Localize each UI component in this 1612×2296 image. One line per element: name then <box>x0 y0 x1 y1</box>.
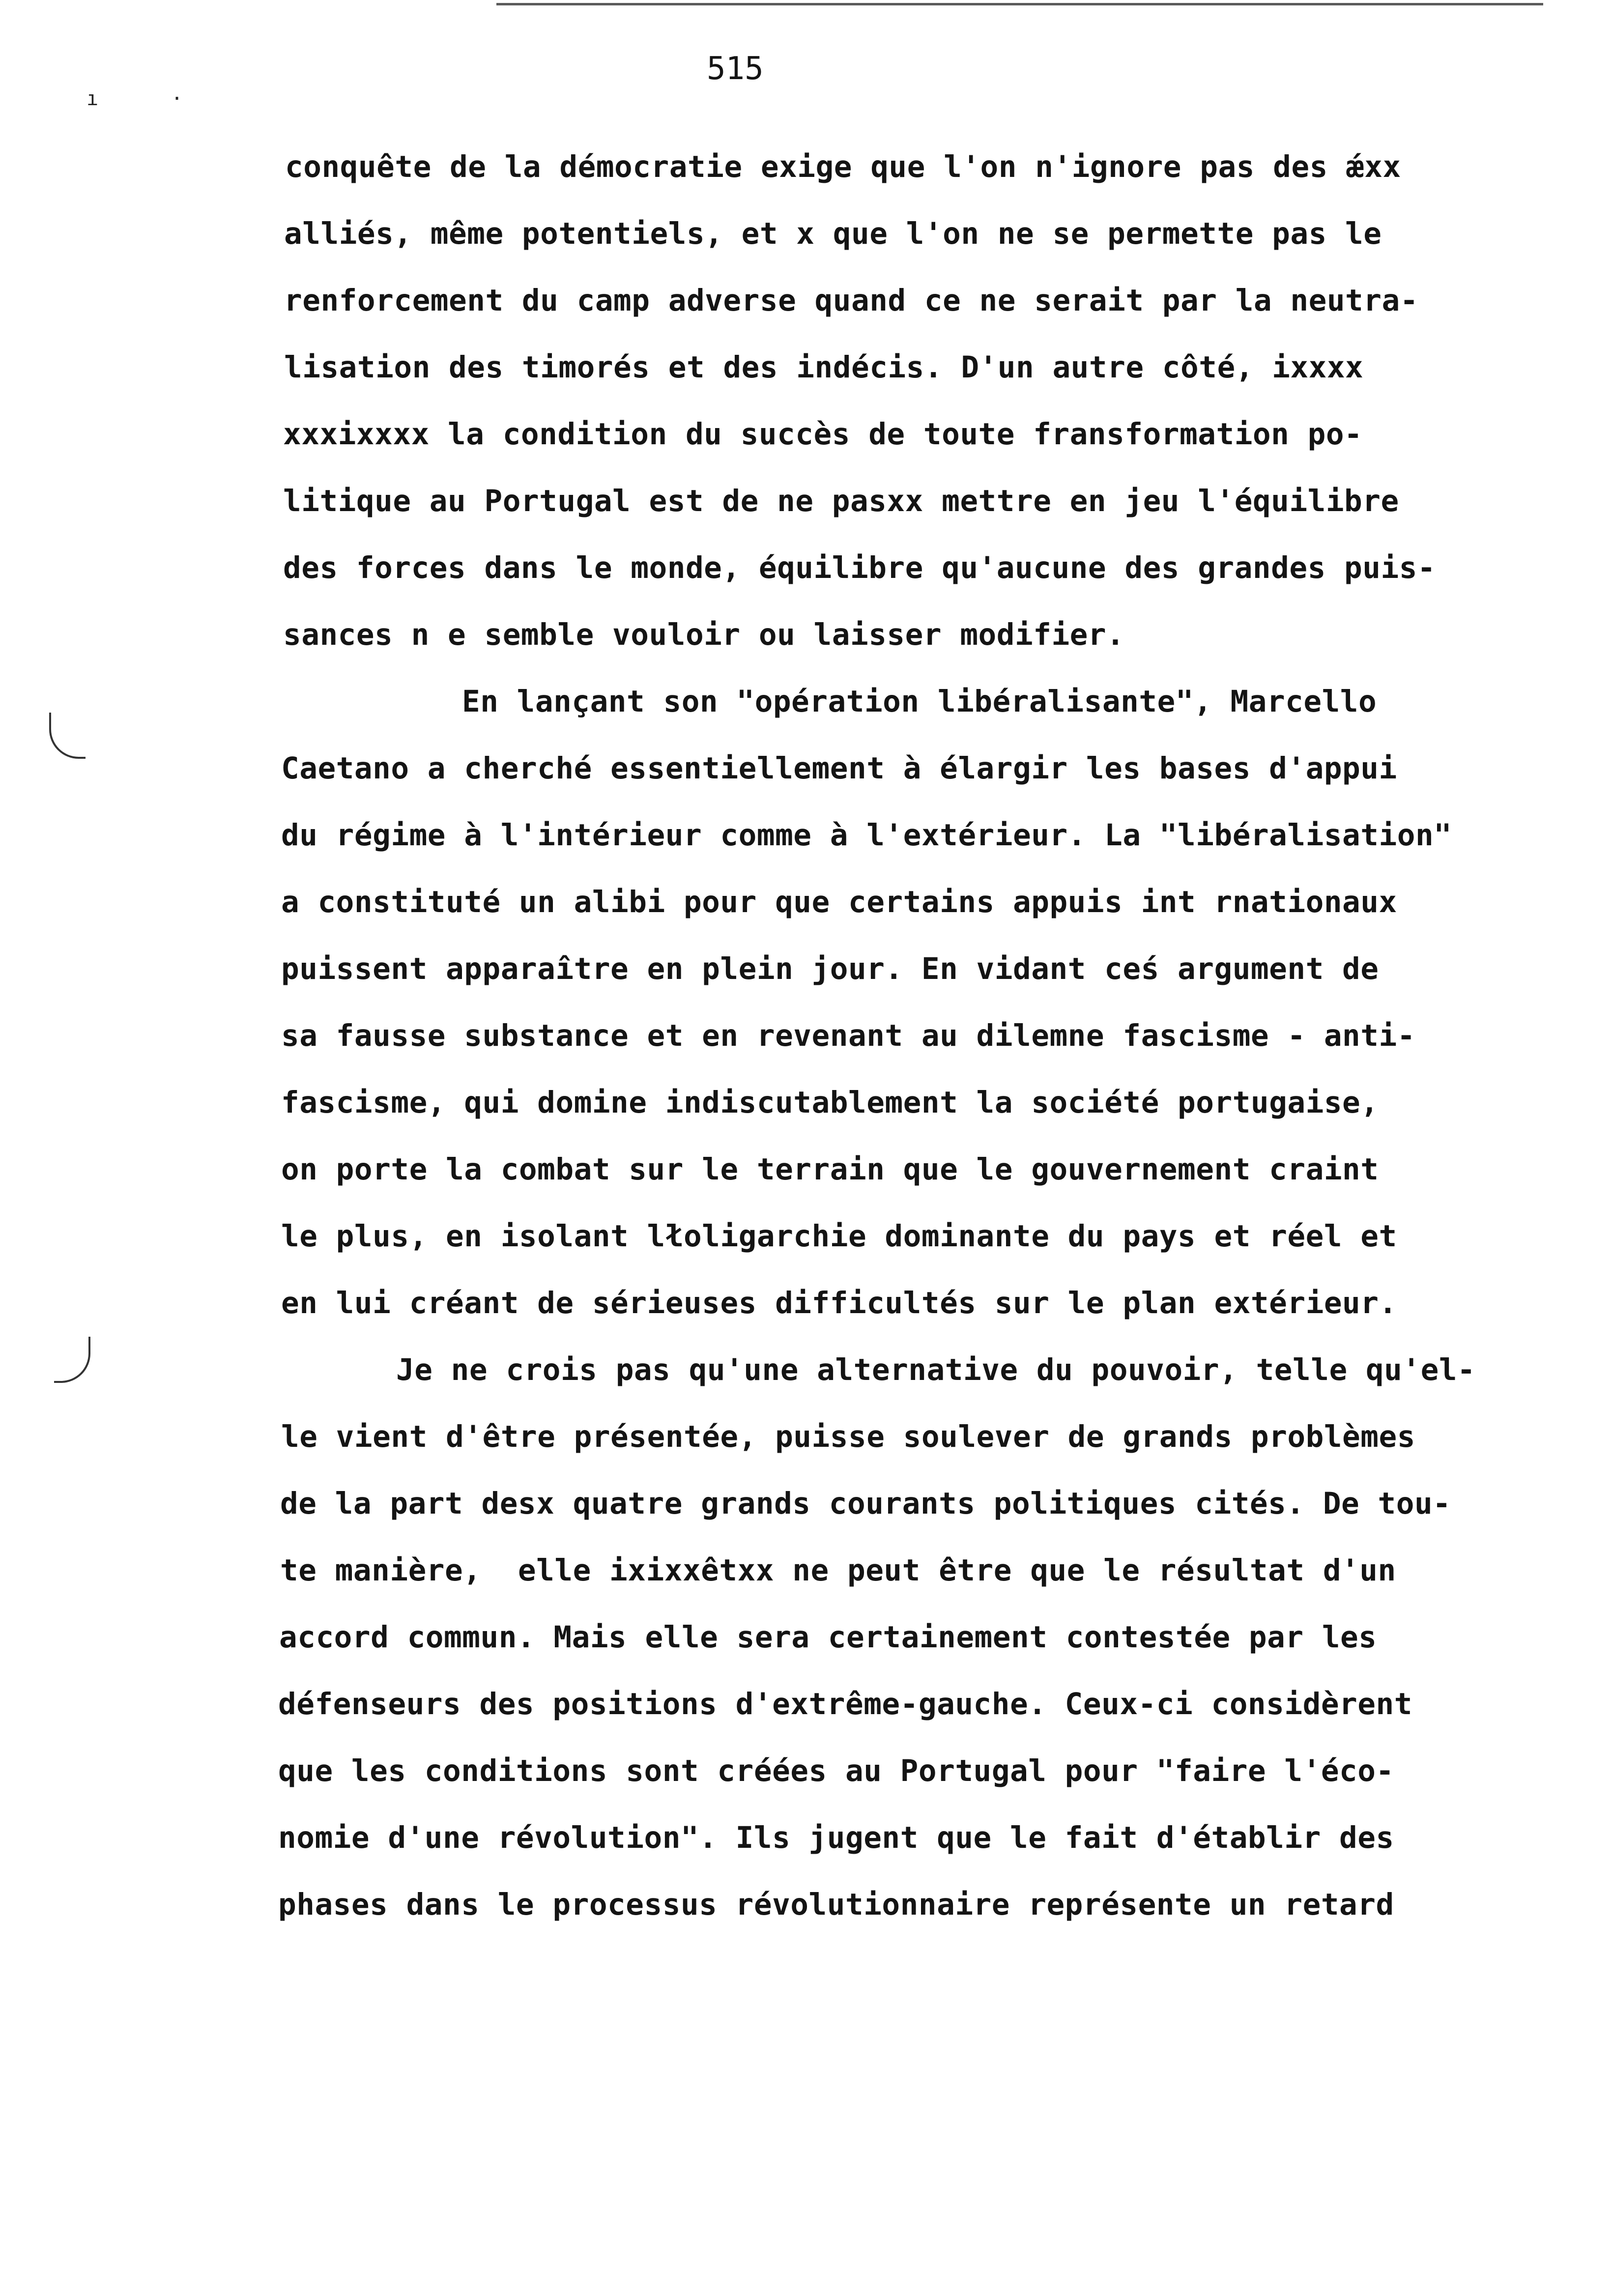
text-line: défenseurs des positions d'extrême-gauche. Ceux-ci considèrent <box>278 1687 1412 1722</box>
text-line: nomie d'une révolution". Ils jugent que le fait d'établir des <box>278 1820 1394 1855</box>
margin-bracket-mark <box>49 713 86 759</box>
margin-tick-mark: ı <box>86 87 99 110</box>
text-line: de la part desx quatre grands courants politiques cités. De tou- <box>280 1486 1451 1521</box>
text-line: En lançant son "opération libéralisante", Marcello <box>462 684 1377 719</box>
text-line: phases dans le processus révolutionnaire représente un retard <box>278 1887 1394 1922</box>
text-line: litique au Portugal est de ne pasxx mettre en jeu l'équilibre <box>283 484 1399 518</box>
text-line: le plus, en isolant lłoligarchie dominante du pays et réel et <box>281 1219 1397 1254</box>
text-line: sances n e semble vouloir ou laisser modifier. <box>283 617 1125 652</box>
top-rule-right <box>885 3 1543 5</box>
text-line: puissent apparaître en plein jour. En vidant ceś argument de <box>281 951 1379 986</box>
text-line: a constituté un alibi pour que certains appuis int rnationaux <box>281 885 1397 919</box>
text-line: xxxixxxx la condition du succès de toute fransformation po- <box>283 417 1363 452</box>
text-line: alliés, même potentiels, et x que l'on ne se permette pas le <box>284 216 1382 251</box>
text-line: conquête de la démocratie exige que l'on n'ignore pas des ǽxx <box>285 149 1401 184</box>
text-line: fascisme, qui domine indiscutablement la société portugaise, <box>281 1085 1379 1120</box>
text-line: te manière, elle ixixxêtxx ne peut être que le résultat d'un <box>280 1553 1396 1588</box>
page-number: 515 <box>707 51 764 87</box>
margin-bracket-mark <box>54 1337 90 1383</box>
text-line: renforcement du camp adverse quand ce ne serait par la neutra- <box>284 283 1418 318</box>
text-line: le vient d'être présentée, puisse soulever de grands problèmes <box>281 1419 1415 1454</box>
text-line: Je ne crois pas qu'une alternative du pouvoir, telle qu'el- <box>396 1352 1476 1387</box>
text-line: on porte la combat sur le terrain que le gouvernement craint <box>281 1152 1379 1187</box>
text-line: sa fausse substance et en revenant au dilemne fascisme - anti- <box>281 1018 1415 1053</box>
text-line: du régime à l'intérieur comme à l'extérieur. La "libéralisation" <box>281 818 1452 853</box>
text-line: des forces dans le monde, équilibre qu'aucune des grandes puis- <box>283 550 1436 585</box>
text-line: en lui créant de sérieuses difficultés sur le plan extérieur. <box>281 1286 1397 1320</box>
text-line: Caetano a cherché essentiellement à élargir les bases d'appui <box>281 751 1397 786</box>
top-rule-left <box>496 3 919 5</box>
text-line: lisation des timorés et des indécis. D'un autre côté, ixxxx <box>284 350 1364 385</box>
text-line: accord commun. Mais elle sera certainement contestée par les <box>279 1620 1377 1655</box>
text-line: que les conditions sont créées au Portugal pour "faire l'éco- <box>278 1753 1394 1788</box>
margin-tick-mark: · <box>171 87 183 110</box>
